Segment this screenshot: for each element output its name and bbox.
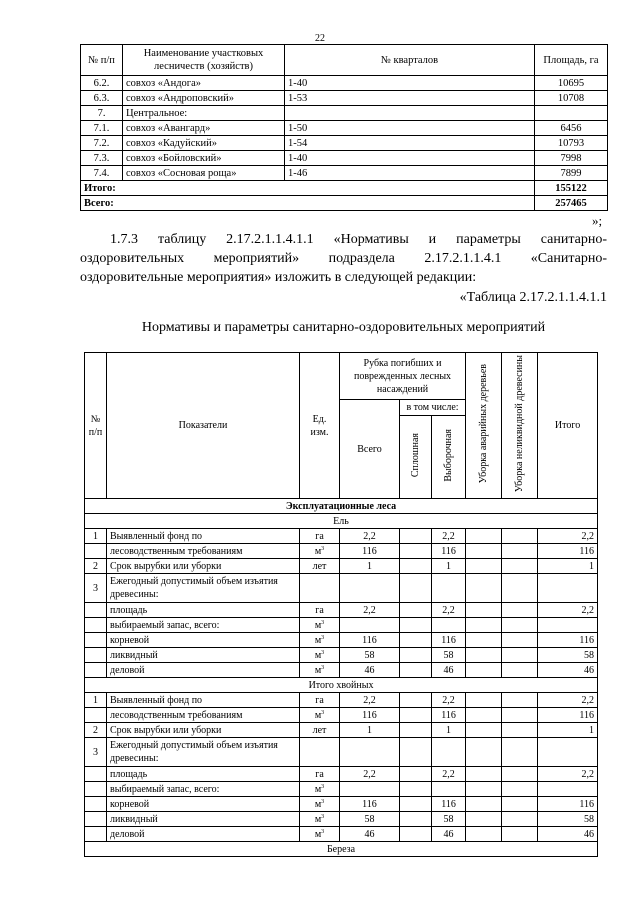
row-vyb: 116 (432, 797, 466, 812)
row-vyb: 58 (432, 812, 466, 827)
page-number: 22 (315, 33, 325, 44)
total-row-value: 155122 (535, 181, 608, 196)
row-spl (400, 529, 432, 544)
row-num (85, 603, 107, 618)
data-row (85, 827, 598, 842)
data-row (85, 618, 598, 633)
row-unit (300, 648, 340, 663)
row-vsego: 116 (340, 544, 400, 559)
data-row (85, 738, 598, 767)
table-reference: «Таблица 2.17.2.1.1.4.1.1 (459, 290, 607, 305)
row-vsego: 58 (340, 648, 400, 663)
data-row (85, 603, 598, 618)
data-row (85, 693, 598, 708)
row-avar (466, 723, 502, 738)
data-row (85, 544, 598, 559)
row-label: Ежегодный допустимый объем изъятия древесины: (107, 574, 300, 603)
row-avar (466, 648, 502, 663)
row-unit (300, 767, 340, 782)
row-vyb (432, 618, 466, 633)
row-num (85, 812, 107, 827)
row-spl (400, 738, 432, 767)
row-vsego: 116 (340, 633, 400, 648)
row-label: деловой (107, 663, 300, 678)
row-name: совхоз «Андога» (123, 76, 285, 91)
row-label: лесоводственным требованиям (107, 544, 300, 559)
row-label: Выявленный фонд по (107, 529, 300, 544)
row-nelik (502, 738, 538, 767)
row-spl (400, 559, 432, 574)
row-itogo: 116 (538, 633, 598, 648)
row-itogo: 46 (538, 827, 598, 842)
row-unit (300, 738, 340, 767)
row-spl (400, 827, 432, 842)
grand-total-row (81, 196, 608, 211)
row-unit (300, 693, 340, 708)
row-label: выбираемый запас, всего: (107, 618, 300, 633)
unit-exponent: 3 (321, 828, 325, 835)
row-vyb: 116 (432, 708, 466, 723)
row-vsego (340, 782, 400, 797)
row-num: 2 (85, 559, 107, 574)
unit-text: м (314, 828, 322, 840)
row-num: 3 (85, 574, 107, 603)
row-label: Ежегодный допустимый объем изъятия древесины: (107, 738, 300, 767)
row-nelik (502, 827, 538, 842)
row-avar (466, 559, 502, 574)
row-spl (400, 693, 432, 708)
unit-text: лет (312, 560, 327, 572)
row-vsego: 46 (340, 663, 400, 678)
row-label: Срок вырубки или уборки (107, 559, 300, 574)
header-felling: Рубка погибших и поврежденных лесных насаждений (340, 353, 466, 400)
unit-exponent: 3 (321, 664, 325, 671)
group-title-row (85, 678, 598, 693)
row-vyb (432, 574, 466, 603)
row-avar (466, 767, 502, 782)
row-avar (466, 782, 502, 797)
row-vyb: 2,2 (432, 693, 466, 708)
table-row (81, 91, 608, 106)
row-itogo (538, 738, 598, 767)
table-row (81, 166, 608, 181)
row-spl (400, 648, 432, 663)
group-title-row (85, 842, 598, 857)
row-vsego (340, 738, 400, 767)
row-vsego: 46 (340, 827, 400, 842)
row-itogo (538, 574, 598, 603)
row-itogo (538, 782, 598, 797)
row-nelik (502, 529, 538, 544)
data-row (85, 782, 598, 797)
amendment-line-3: оздоровительные мероприятия» изложить в следующей редакции: (80, 270, 477, 285)
table-header-row (81, 45, 608, 76)
row-itogo: 1 (538, 559, 598, 574)
row-itogo: 116 (538, 708, 598, 723)
forestry-districts-table (80, 44, 608, 211)
table-row (81, 136, 608, 151)
row-vyb: 46 (432, 827, 466, 842)
row-quarters (285, 106, 535, 121)
row-name: совхоз «Сосновая роща» (123, 166, 285, 181)
row-nelik (502, 633, 538, 648)
row-avar (466, 797, 502, 812)
row-label: площадь (107, 767, 300, 782)
row-num (85, 663, 107, 678)
unit-text: м (314, 783, 322, 795)
unit-exponent: 3 (321, 634, 325, 641)
row-vsego: 116 (340, 708, 400, 723)
row-avar (466, 574, 502, 603)
data-row (85, 559, 598, 574)
row-name: Центральное: (123, 106, 285, 121)
row-num: 7.2. (81, 136, 123, 151)
row-area: 6456 (535, 121, 608, 136)
row-nelik (502, 797, 538, 812)
row-unit (300, 812, 340, 827)
header-itogo: Итого (538, 353, 598, 499)
row-label: деловой (107, 827, 300, 842)
row-unit (300, 529, 340, 544)
row-num: 2 (85, 723, 107, 738)
row-vsego: 2,2 (340, 529, 400, 544)
row-spl (400, 544, 432, 559)
total-row-label: Итого: (81, 181, 535, 196)
data-row (85, 812, 598, 827)
header-name: Наименование участковых лесничеств (хозяйств) (123, 45, 285, 76)
unit-text: м (314, 649, 322, 661)
data-row (85, 529, 598, 544)
row-area: 7899 (535, 166, 608, 181)
row-nelik (502, 723, 538, 738)
unit-exponent: 3 (321, 709, 325, 716)
unit-text: м (314, 634, 322, 646)
row-avar (466, 693, 502, 708)
row-itogo: 58 (538, 648, 598, 663)
closing-mark: »; (592, 213, 603, 228)
table-row (81, 106, 608, 121)
row-label: ликвидный (107, 648, 300, 663)
data-row (85, 648, 598, 663)
row-area: 10708 (535, 91, 608, 106)
row-num: 3 (85, 738, 107, 767)
row-avar (466, 618, 502, 633)
unit-text: м (314, 664, 322, 676)
row-spl (400, 723, 432, 738)
unit-text: м (314, 798, 322, 810)
row-spl (400, 797, 432, 812)
row-num (85, 827, 107, 842)
row-spl (400, 812, 432, 827)
sanitary-measures-table (84, 352, 598, 857)
table-title: Нормативы и параметры санитарно-оздоровительных мероприятий (141, 320, 546, 335)
group-title: Итого хвойных (85, 678, 598, 693)
row-itogo: 1 (538, 723, 598, 738)
row-label: выбираемый запас, всего: (107, 782, 300, 797)
row-nelik (502, 812, 538, 827)
row-vyb (432, 738, 466, 767)
row-vyb: 116 (432, 544, 466, 559)
unit-text: га (315, 604, 324, 616)
group-title: Ель (85, 514, 598, 529)
row-unit (300, 708, 340, 723)
row-spl (400, 663, 432, 678)
row-num (85, 708, 107, 723)
section-row (85, 499, 598, 514)
row-name: совхоз «Авангард» (123, 121, 285, 136)
row-num (85, 648, 107, 663)
row-quarters: 1-40 (285, 151, 535, 166)
row-quarters: 1-50 (285, 121, 535, 136)
data-row (85, 633, 598, 648)
row-vsego: 2,2 (340, 603, 400, 618)
row-avar (466, 827, 502, 842)
grand-total-row-label: Всего: (81, 196, 535, 211)
row-label: ликвидный (107, 812, 300, 827)
row-spl (400, 708, 432, 723)
row-label: площадь (107, 603, 300, 618)
row-num (85, 544, 107, 559)
row-avar (466, 708, 502, 723)
row-vsego: 2,2 (340, 767, 400, 782)
unit-text: га (315, 768, 324, 780)
header-emergency: Уборка аварийных деревьев (466, 353, 502, 499)
row-num: 6.3. (81, 91, 123, 106)
row-nelik (502, 618, 538, 633)
row-itogo: 2,2 (538, 529, 598, 544)
row-num: 1 (85, 693, 107, 708)
row-itogo: 116 (538, 797, 598, 812)
row-area: 7998 (535, 151, 608, 166)
unit-text: м (314, 545, 322, 557)
header-clear: Сплошная (400, 416, 432, 499)
data-row (85, 723, 598, 738)
row-vyb: 1 (432, 723, 466, 738)
row-itogo: 58 (538, 812, 598, 827)
row-avar (466, 544, 502, 559)
row-quarters: 1-54 (285, 136, 535, 151)
row-vsego: 58 (340, 812, 400, 827)
row-num (85, 633, 107, 648)
row-unit (300, 663, 340, 678)
row-num: 6.2. (81, 76, 123, 91)
row-area: 10793 (535, 136, 608, 151)
data-row (85, 708, 598, 723)
row-avar (466, 738, 502, 767)
grand-total-row-value: 257465 (535, 196, 608, 211)
row-spl (400, 782, 432, 797)
row-itogo: 2,2 (538, 767, 598, 782)
header-unit: Ед. изм. (300, 353, 340, 499)
row-nelik (502, 782, 538, 797)
header-illiquid: Уборка неликвидной древесины (502, 353, 538, 499)
row-unit (300, 797, 340, 812)
unit-exponent: 3 (321, 798, 325, 805)
row-name: совхоз «Кадуйский» (123, 136, 285, 151)
row-vyb: 1 (432, 559, 466, 574)
row-vyb: 116 (432, 633, 466, 648)
data-row (85, 797, 598, 812)
row-quarters: 1-46 (285, 166, 535, 181)
row-area: 10695 (535, 76, 608, 91)
row-itogo: 2,2 (538, 603, 598, 618)
unit-exponent: 3 (321, 545, 325, 552)
row-nelik (502, 693, 538, 708)
row-area (535, 106, 608, 121)
row-name: совхоз «Андроповский» (123, 91, 285, 106)
amendment-line-2: оздоровительных мероприятий» подраздела 2.17.2.1.1.4.1 «Санитарно- (80, 251, 607, 266)
unit-text: м (314, 709, 322, 721)
row-vsego: 116 (340, 797, 400, 812)
table-row (81, 76, 608, 91)
header-num: № п/п (81, 45, 123, 76)
row-vyb: 46 (432, 663, 466, 678)
row-itogo: 46 (538, 663, 598, 678)
data-row (85, 767, 598, 782)
table-row (81, 151, 608, 166)
row-nelik (502, 574, 538, 603)
row-unit (300, 544, 340, 559)
row-label: Срок вырубки или уборки (107, 723, 300, 738)
data-row (85, 574, 598, 603)
row-vyb: 2,2 (432, 529, 466, 544)
unit-text: м (314, 619, 322, 631)
row-unit (300, 633, 340, 648)
unit-exponent: 3 (321, 649, 325, 656)
data-row (85, 663, 598, 678)
row-quarters: 1-53 (285, 91, 535, 106)
unit-exponent: 3 (321, 813, 325, 820)
row-nelik (502, 708, 538, 723)
header-quarters: № кварталов (285, 45, 535, 76)
row-avar (466, 633, 502, 648)
row-unit (300, 827, 340, 842)
group-title-row (85, 514, 598, 529)
row-quarters: 1-40 (285, 76, 535, 91)
row-name: совхоз «Бойловский» (123, 151, 285, 166)
row-itogo: 2,2 (538, 693, 598, 708)
row-nelik (502, 603, 538, 618)
row-spl (400, 574, 432, 603)
row-avar (466, 603, 502, 618)
row-num: 7. (81, 106, 123, 121)
row-unit (300, 559, 340, 574)
row-vsego: 1 (340, 723, 400, 738)
row-vsego: 2,2 (340, 693, 400, 708)
unit-text: га (315, 530, 324, 542)
row-spl (400, 633, 432, 648)
header-total-all: Всего (340, 400, 400, 499)
unit-exponent: 3 (321, 783, 325, 790)
row-num: 7.4. (81, 166, 123, 181)
header-selective: Выборочная (432, 416, 466, 499)
header-num: № п/п (85, 353, 107, 499)
row-spl (400, 767, 432, 782)
unit-text: лет (312, 724, 327, 736)
row-avar (466, 812, 502, 827)
row-vyb: 2,2 (432, 767, 466, 782)
header-including: в том числе: (400, 400, 466, 416)
row-num (85, 797, 107, 812)
row-num: 1 (85, 529, 107, 544)
row-unit (300, 618, 340, 633)
row-spl (400, 603, 432, 618)
unit-text: га (315, 694, 324, 706)
row-label: Выявленный фонд по (107, 693, 300, 708)
row-nelik (502, 648, 538, 663)
row-num (85, 767, 107, 782)
row-avar (466, 529, 502, 544)
header-row-1 (85, 353, 598, 400)
row-vyb: 2,2 (432, 603, 466, 618)
row-itogo (538, 618, 598, 633)
row-num: 7.3. (81, 151, 123, 166)
row-nelik (502, 559, 538, 574)
row-unit (300, 723, 340, 738)
amendment-line-1: 1.7.3 таблицу 2.17.2.1.1.4.1.1 «Нормативы и параметры санитарно- (110, 232, 607, 247)
row-unit (300, 782, 340, 797)
header-area: Площадь, га (535, 45, 608, 76)
row-vyb (432, 782, 466, 797)
row-label: лесоводственным требованиям (107, 708, 300, 723)
section-title: Эксплуатационные леса (85, 499, 598, 514)
row-num (85, 618, 107, 633)
row-spl (400, 618, 432, 633)
row-unit (300, 574, 340, 603)
row-itogo: 116 (538, 544, 598, 559)
header-indicators: Показатели (107, 353, 300, 499)
table-row (81, 121, 608, 136)
row-nelik (502, 663, 538, 678)
unit-exponent: 3 (321, 619, 325, 626)
unit-text: м (314, 813, 322, 825)
row-label: корневой (107, 797, 300, 812)
row-vsego: 1 (340, 559, 400, 574)
row-num (85, 782, 107, 797)
row-vsego (340, 618, 400, 633)
row-unit (300, 603, 340, 618)
row-num: 7.1. (81, 121, 123, 136)
row-avar (466, 663, 502, 678)
row-nelik (502, 767, 538, 782)
row-vsego (340, 574, 400, 603)
group-title: Береза (85, 842, 598, 857)
row-label: корневой (107, 633, 300, 648)
row-nelik (502, 544, 538, 559)
row-vyb: 58 (432, 648, 466, 663)
total-row (81, 181, 608, 196)
